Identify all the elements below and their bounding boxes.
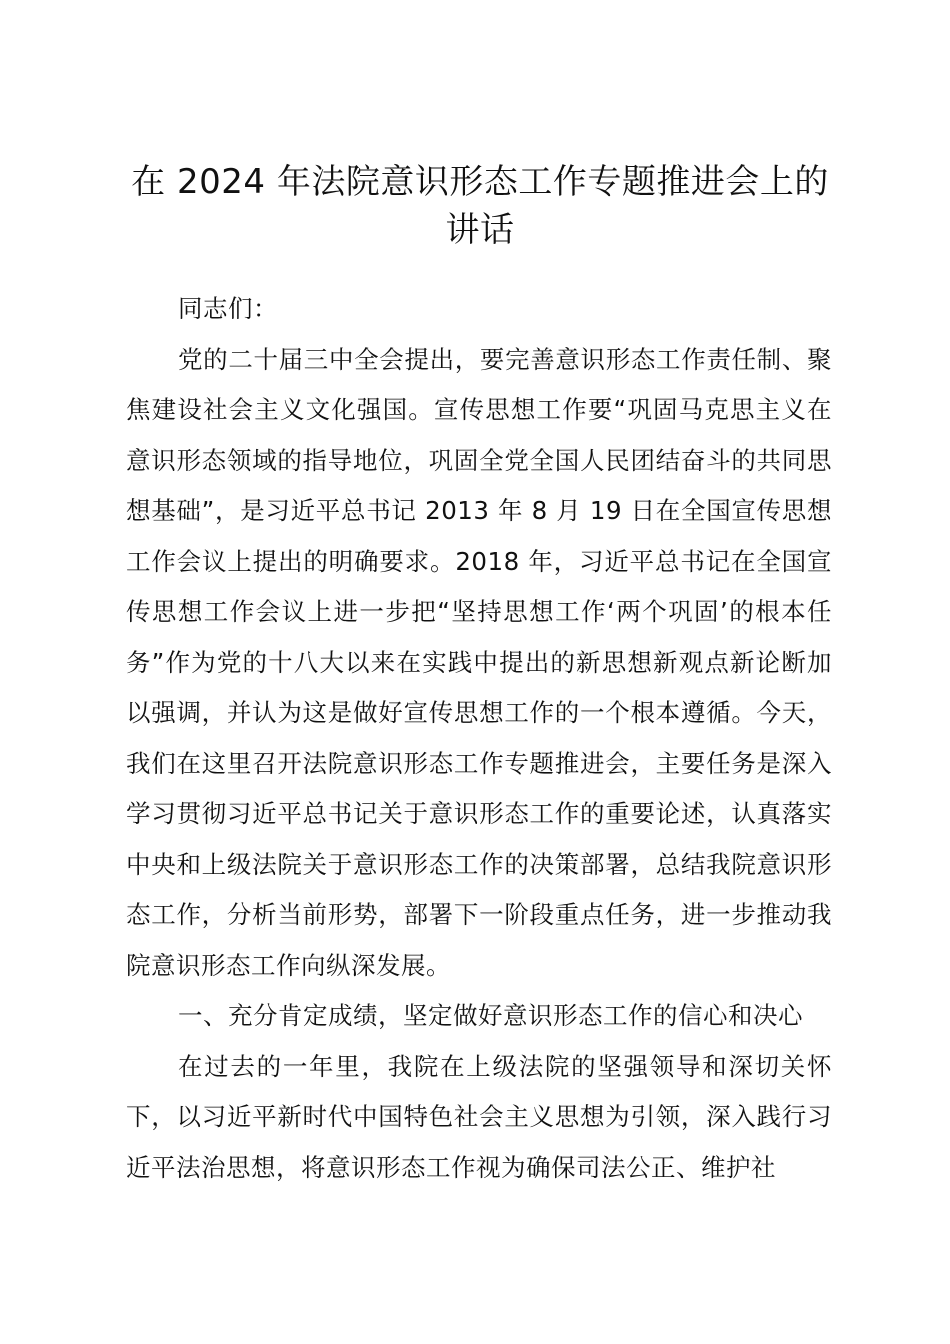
document-body — [126, 284, 832, 1193]
section-heading-one: 一、充分肯定成绩，坚定做好意识形态工作的信心和决心 — [178, 1001, 803, 1030]
salutation: 同志们： — [178, 294, 278, 323]
paragraph-intro: 党的二十届三中全会提出，要完善意识形态工作责任制、聚焦建设社会主义文化强国。宣传思想工作要“巩固马克思主义在意识形态领域的指导地位，巩固全党全国人民团结奋斗的共同思想基础”，是习近平总书记 2013 年 8 月 19 日在全国宣传思想工作会议上提出的明确要求。2018 年，习近平总书记在全国宣传思想工作会议上进一步把“坚持思想工作‘两个巩固’的根本任务”作为党的十八大以来在实践中提出的新思想新观点新论断加以强调，并认为这是做好宣传思想工作的一个根本遵循。今天，我们在这里召开法院意识形态工作专题推进会，主要任务是深入学习贯彻习近平总书记关于意识形态工作的重要论述，认真落实中央和上级法院关于意识形态工作的决策部署，总结我院意识形态工作，分析当前形势，部署下一阶段重点任务，进一步推动我院意识形态工作向纵深发展。 — [126, 344, 832, 980]
document-title: 在 2024 年法院意识形态工作专题推进会上的讲话 — [131, 162, 829, 250]
paragraph-achievements: 在过去的一年里，我院在上级法院的坚强领导和深切关怀下，以习近平新时代中国特色社会主义思想为引领，深入践行习近平法治思想，将意识形态工作视为确保司法公正、维护社 — [126, 1051, 832, 1182]
